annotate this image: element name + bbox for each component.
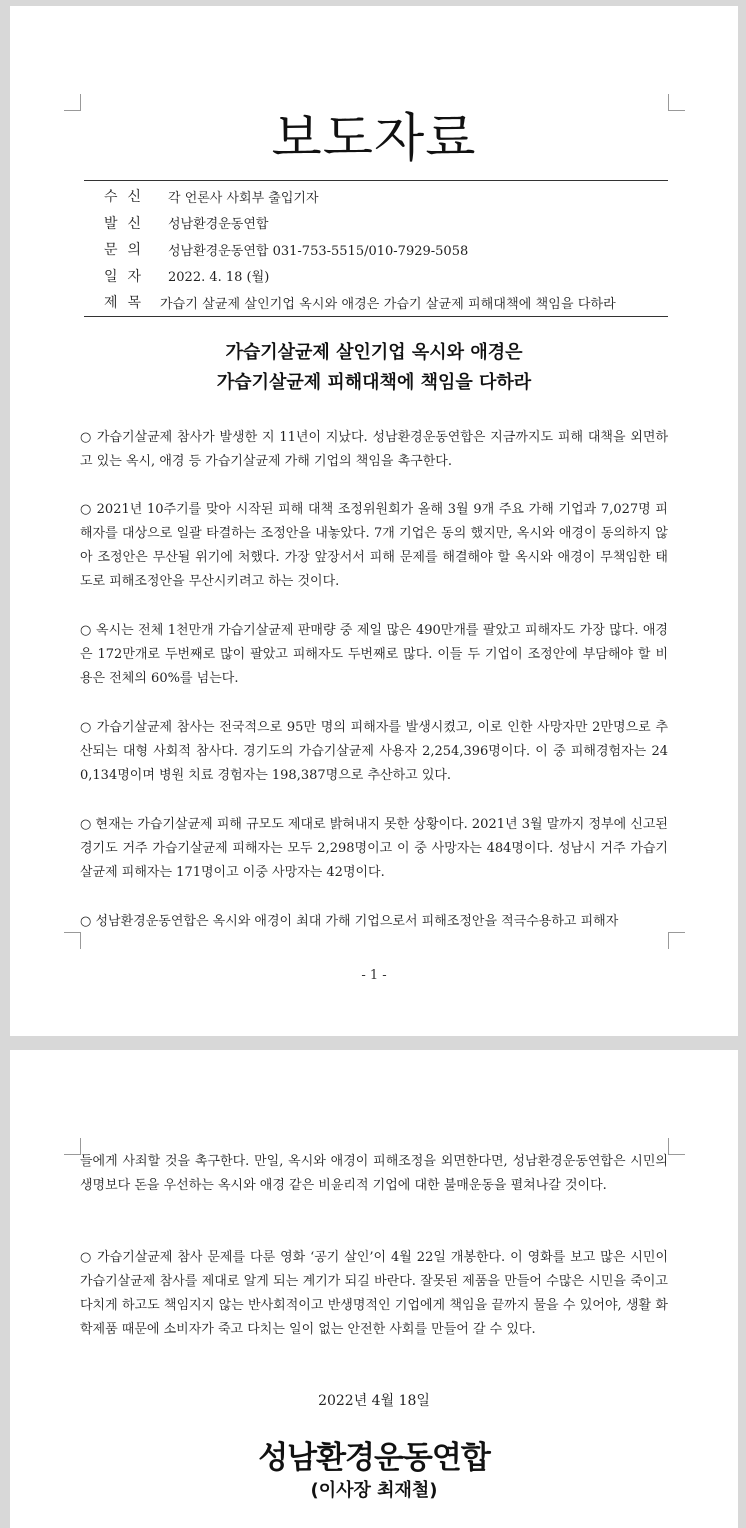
- body-paragraph: ○ 가습기살균제 참사가 발생한 지 11년이 지났다. 성남환경운동연합은 지금까지도 피해 대책을 외면하고 있는 옥시, 애경 등 가습기살균제 가해 기업의 책임을 촉구한다.: [80, 430, 668, 469]
- meta-label: 문의: [104, 242, 152, 259]
- organization-name: 성남환경운동연합: [258, 1440, 490, 1476]
- headline-line-1: 가습기살균제 살인기업 옥시와 애경은: [225, 342, 523, 363]
- meta-label: 수신: [104, 189, 152, 206]
- meta-row-date: [84, 263, 668, 290]
- meta-row-sender: [84, 210, 668, 237]
- crop-mark: [668, 932, 685, 949]
- meta-value: 성남환경운동연합: [168, 217, 269, 233]
- release-date: 2022년 4월 18일: [318, 1393, 430, 1409]
- body-paragraph: ○ 옥시는 전체 1천만개 가습기살균제 판매량 중 제일 많은 490만개를 팔았고 피해자도 가장 많다. 애경은 172만개로 두번째로 많이 팔았고 피해자도 두번째로 많다. 이들 두 기업이 조정안에 부담해야 할 비용은 전체의 60%를 넘는다.: [80, 623, 668, 686]
- meta-label: 발신: [104, 215, 152, 232]
- meta-value: 가습기 살균제 살인기업 옥시와 애경은 가습기 살균제 피해대책에 책임을 다하라: [160, 296, 616, 312]
- organization-chair: (이사장 최재철): [310, 1480, 438, 1501]
- crop-mark: [64, 1138, 81, 1155]
- meta-value: 성남환경운동연합 031-753-5515/010-7929-5058: [168, 243, 469, 259]
- crop-mark: [668, 1138, 685, 1155]
- page-number: - 1 -: [361, 968, 387, 983]
- document-title: 보도자료: [271, 109, 477, 169]
- meta-label: 제목: [104, 295, 152, 312]
- meta-row-subject: [84, 289, 668, 316]
- meta-label: 일자: [104, 268, 152, 285]
- body-paragraph: ○ 현재는 가습기살균제 피해 규모도 제대로 밝혀내지 못한 상황이다. 2021년 3월 말까지 정부에 신고된 경기도 거주 가습기살균제 피해자는 모두 2,298명이고 이 중 사망자는 484명이다. 성남시 거주 가습기살균제 피해자는 171명이고 이중 사망자는 42명이다.: [80, 817, 668, 880]
- body-paragraph: ○ 가습기살균제 참사 문제를 다룬 영화 ‘공기 살인’이 4월 22일 개봉한다. 이 영화를 보고 많은 시민이 가습기살균제 참사를 제대로 알게 되는 계기가 되길 바란다. 잘못된 제품을 만들어 수많은 시민을 죽이고 다치게 하고도 책임지지 않는 반사회적이고 반생명적인 기업에게 책임을 끝까지 물을 수 있어야, 생활 화학제품 때문에 소비자가 죽고 다치는 일이 없는 안전한 사회를 만들어 갈 수 있다.: [80, 1250, 668, 1337]
- headline: [10, 338, 738, 398]
- headline-line-2: 가습기살균제 피해대책에 책임을 다하라: [216, 372, 532, 393]
- body-paragraph: ○ 가습기살균제 참사는 전국적으로 95만 명의 피해자를 발생시켰고, 이로 인한 사망자만 2만명으로 추산되는 대형 사회적 참사다. 경기도의 가습기살균제 사용자 2,254,396명이다. 이 중 피해경험자는 240,134명이며 병원 치료 경험자는 198,387명으로 추산하고 있다.: [80, 720, 668, 783]
- meta-value: 각 언론사 사회부 출입기자: [168, 190, 319, 206]
- meta-row-contact: [84, 236, 668, 263]
- document-page-2: [10, 1050, 738, 1528]
- meta-table: [84, 180, 668, 317]
- document-page-1: [10, 6, 738, 1036]
- crop-mark: [64, 932, 81, 949]
- meta-value: 2022. 4. 18 (월): [168, 270, 270, 286]
- body-paragraph: 들에게 사죄할 것을 촉구한다. 만일, 옥시와 애경이 피해조정을 외면한다면, 성남환경운동연합은 시민의 생명보다 돈을 우선하는 옥시와 애경 같은 비윤리적 기업에 대한 불매운동을 펼쳐나갈 것이다.: [80, 1154, 668, 1193]
- body-paragraph: ○ 2021년 10주기를 맞아 시작된 피해 대책 조정위원회가 올해 3월 9개 주요 가해 기업과 7,027명 피해자를 대상으로 일괄 타결하는 조정안을 내놓았다. 7개 기업은 동의 했지만, 옥시와 애경이 동의하지 않아 조정안은 무산될 위기에 처했다. 가장 앞장서서 피해 문제를 해결해야 할 옥시와 애경이 무책임한 태도로 피해조정안을 무산시키려고 하는 것이다.: [80, 502, 668, 589]
- meta-row-recipient: [84, 183, 668, 210]
- body-paragraph: ○ 성남환경운동연합은 옥시와 애경이 최대 가해 기업으로서 피해조정안을 적극수용하고 피해자: [80, 914, 619, 929]
